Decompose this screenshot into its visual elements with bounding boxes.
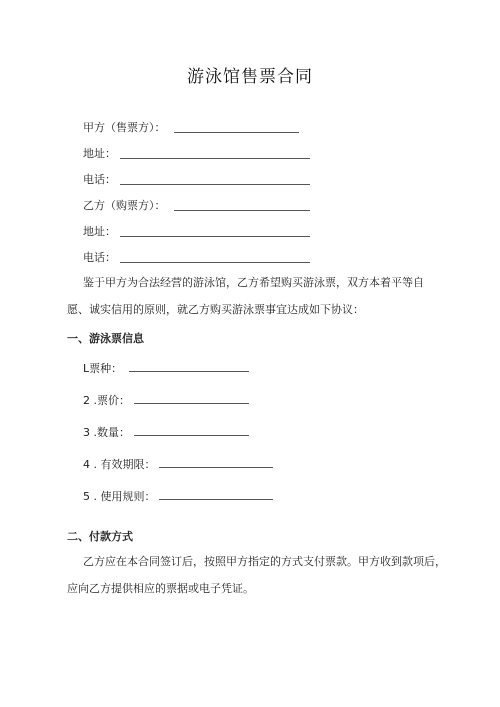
party-b-blank[interactable] <box>174 210 310 211</box>
ticket-price-label: 2 .票价： <box>83 394 130 407</box>
party-b-label: 乙方（购票方）： <box>83 199 166 212</box>
validity-period-blank[interactable] <box>159 467 273 468</box>
ticket-quantity-blank[interactable] <box>134 435 249 436</box>
intro-line-2: 愿、诚实信用的原则，就乙方购买游泳票事宜达成如下协议： <box>67 303 364 316</box>
party-a-address-blank[interactable] <box>120 158 310 159</box>
party-a-phone-blank[interactable] <box>120 184 310 185</box>
party-a-blank[interactable] <box>174 132 299 133</box>
party-b-address-blank[interactable] <box>120 236 310 237</box>
party-a-label: 甲方（售票方）： <box>83 121 166 134</box>
party-a-address-label: 地址： <box>83 147 116 160</box>
document-title: 游泳馆售票合同 <box>187 67 313 87</box>
ticket-price-blank[interactable] <box>134 403 249 404</box>
party-b-phone-blank[interactable] <box>120 262 310 263</box>
payment-line-1: 乙方应在本合同签订后，按照甲方指定的方式支付票款。甲方收到款项后， <box>83 555 446 568</box>
usage-rules-blank[interactable] <box>159 499 273 500</box>
party-a-phone-label: 电话： <box>83 173 116 186</box>
payment-line-2: 应向乙方提供相应的票据或电子凭证。 <box>67 582 254 595</box>
ticket-quantity-label: 3 .数量： <box>83 426 130 439</box>
validity-period-label: 4 . 有效期限： <box>83 458 156 471</box>
usage-rules-label: 5 . 使用规则： <box>83 490 156 503</box>
party-b-address-label: 地址： <box>83 225 116 238</box>
ticket-type-label: L票种： <box>83 362 123 375</box>
ticket-type-blank[interactable] <box>129 371 249 372</box>
party-b-phone-label: 电话： <box>83 251 116 264</box>
section-1-heading: 一、游泳票信息 <box>67 332 144 345</box>
section-2-heading: 二、付款方式 <box>67 530 133 543</box>
intro-line-1: 鉴于甲方为合法经营的游泳馆，乙方希望购买游泳票，双方本着平等自 <box>83 276 424 289</box>
